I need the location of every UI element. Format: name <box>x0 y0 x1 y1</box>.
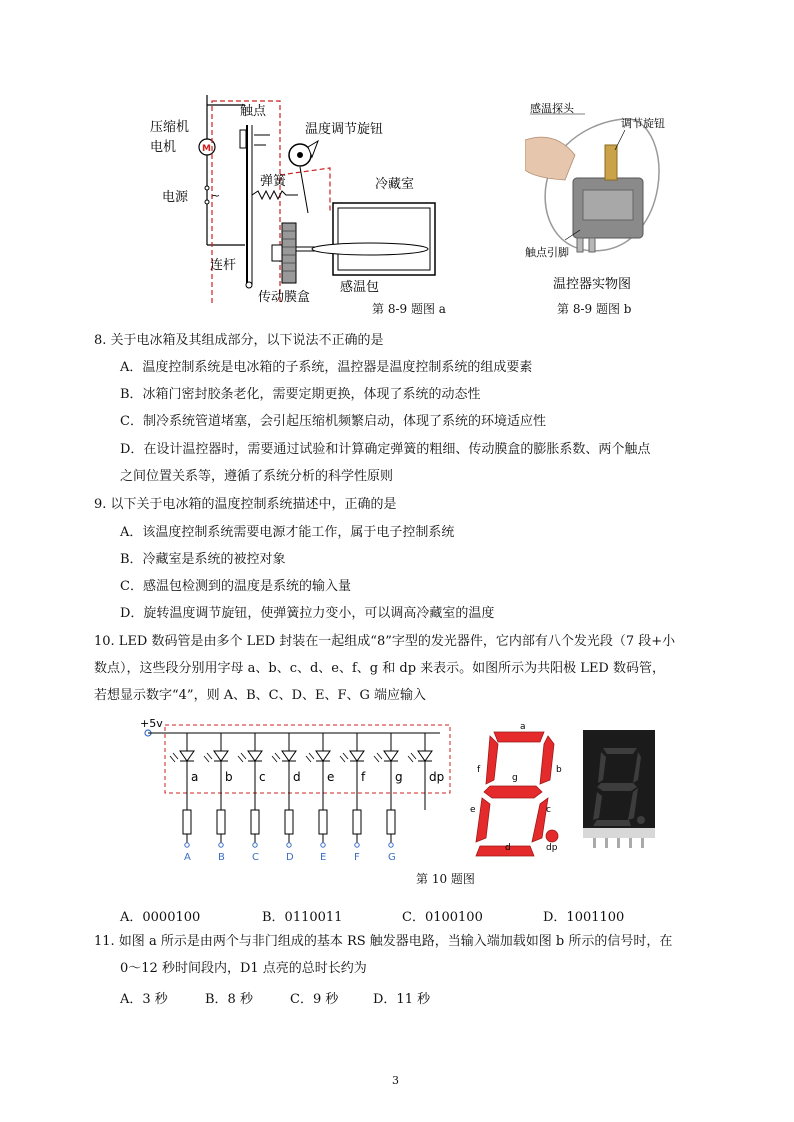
label-spring: 弹簧 <box>260 174 287 189</box>
supply-label: +5v <box>140 717 163 730</box>
label-bulb: 感温包 <box>340 280 380 295</box>
label-motor: 电机 <box>150 140 177 155</box>
label-probe: 感温探头 <box>530 102 574 115</box>
figure-a-thermostat-diagram <box>150 95 455 305</box>
segment-label-dp: dp <box>429 770 445 784</box>
question-11-option-a: A．3 秒 <box>120 992 168 1007</box>
question-11-option-b: B．8 秒 <box>205 992 253 1007</box>
seg-label-g: g <box>512 773 518 783</box>
label-compressor: 压缩机 <box>150 120 190 135</box>
label-adjust-knob: 调节旋钮 <box>621 117 665 130</box>
led-channel-c <box>238 733 266 863</box>
question-10-option-c: C．0100100 <box>402 910 483 925</box>
led-channel-a <box>170 733 198 863</box>
seg-label-a: a <box>520 722 526 732</box>
led-channel-e <box>306 733 334 863</box>
led-channel-f <box>340 733 366 863</box>
figure-b-thermostat-photo <box>525 100 675 295</box>
segment-label-d: d <box>293 770 301 784</box>
terminal-label-D: D <box>286 852 294 863</box>
question-10-stem-line-2: 数点），这些段分别用字母 a、b、c、d、e、f、g 和 dp 来表示。如图所示为共阳极 LED 数码管， <box>94 661 665 676</box>
figure-b-caption: 第 8-9 题图 b <box>557 302 632 316</box>
question-8-stem: 8. 关于电冰箱及其组成部分，以下说法不正确的是 <box>94 333 384 348</box>
terminal-label-E: E <box>320 852 327 863</box>
question-10-stem-line-3: 若想显示数字“4”，则 A、B、C、D、E、F、G 端应输入 <box>94 688 427 703</box>
question-11-stem-line-2: 0～12 秒时间段内，D1 点亮的总时长约为 <box>120 961 367 976</box>
seg-label-d: d <box>505 843 511 853</box>
question-11-option-c: C．9 秒 <box>290 992 339 1007</box>
power-symbol: ~ <box>211 189 221 202</box>
label-knob: 温度调节旋钮 <box>305 122 384 137</box>
question-9-option-a: A．该温度控制系统需要电源才能工作，属于电子控制系统 <box>120 525 455 540</box>
question-8-option-c: C．制冷系统管道堵塞，会引起压缩机频繁启动，体现了系统的环境适应性 <box>120 414 546 429</box>
terminal-label-C: C <box>252 852 259 863</box>
terminal-label-A: A <box>184 852 191 863</box>
segment-label-e: e <box>327 770 335 784</box>
seg-label-c: c <box>546 805 551 815</box>
figure-a-caption: 第 8-9 题图 a <box>372 302 446 316</box>
led-channel-g <box>374 733 403 863</box>
segment-label-b: b <box>225 770 233 784</box>
seg-label-dp: dp <box>546 843 558 853</box>
led-channel-d <box>272 733 301 863</box>
figure-10-caption: 第 10 题图 <box>416 872 475 886</box>
question-9-option-d: D．旋转温度调节旋钮，使弹簧拉力变小，可以调高冷藏室的温度 <box>120 606 495 621</box>
question-9-option-c: C．感温包检测到的温度是系统的输入量 <box>120 579 351 594</box>
segment-label-g: g <box>395 770 403 784</box>
seg-label-e: e <box>470 805 476 815</box>
question-8-option-d-cont: 之间位置关系等，遵循了系统分析的科学性原则 <box>120 469 394 484</box>
label-pins: 触点引脚 <box>525 246 569 259</box>
question-10-option-d: D．1001100 <box>543 910 625 925</box>
question-10-stem-line-1: 10. LED 数码管是由多个 LED 封装在一起组成“8”字型的发光器件，它内部有八个发光段（7 段+小 <box>94 634 676 649</box>
terminal-label-G: G <box>388 852 396 863</box>
question-8-option-a: A．温度控制系统是电冰箱的子系统，温控器是温度控制系统的组成要素 <box>120 360 533 375</box>
page-number: 3 <box>392 1074 399 1087</box>
label-contact: 触点 <box>240 104 267 119</box>
label-fridge: 冷藏室 <box>375 177 415 192</box>
seven-segment-diagram <box>468 722 578 857</box>
question-9-option-b: B．冷藏室是系统的被控对象 <box>120 552 286 567</box>
question-8-option-b: B．冰箱门密封胶条老化，需要定期更换，体现了系统的动态性 <box>120 387 481 402</box>
seg-label-b: b <box>556 765 562 775</box>
question-9-stem: 9. 以下关于电冰箱的温度控制系统描述中，正确的是 <box>94 497 397 512</box>
segment-label-f: f <box>361 770 366 784</box>
led-channel-b <box>204 733 233 863</box>
question-10-option-a: A．0000100 <box>120 910 201 925</box>
question-11-stem-line-1: 11. 如图 a 所示是由两个与非门组成的基本 RS 触发器电路，当输入端加载如图 b 所示的信号时，在 <box>94 934 673 949</box>
question-10-option-b: B．0110011 <box>262 910 343 925</box>
led-circuit-diagram <box>140 715 460 865</box>
segment-label-c: c <box>259 770 266 784</box>
question-11-option-d: D．11 秒 <box>373 992 431 1007</box>
figure-b-title: 温控器实物图 <box>553 277 632 292</box>
motor-symbol: M <box>202 144 211 154</box>
segment-label-a: a <box>191 770 199 784</box>
led-channel-dp <box>408 733 444 810</box>
question-8-option-d: D．在设计温控器时，需要通过试验和计算确定弹簧的粗细、传动膜盒的膨胀系数、两个触点 <box>120 442 651 457</box>
label-rod: 连杆 <box>210 258 237 273</box>
label-bellows: 传动膜盒 <box>258 290 311 305</box>
label-power: 电源 <box>162 190 189 205</box>
terminal-label-F: F <box>354 852 360 863</box>
seg-label-f: f <box>477 765 481 775</box>
terminal-label-B: B <box>218 852 225 863</box>
seven-segment-module-photo <box>583 730 655 852</box>
